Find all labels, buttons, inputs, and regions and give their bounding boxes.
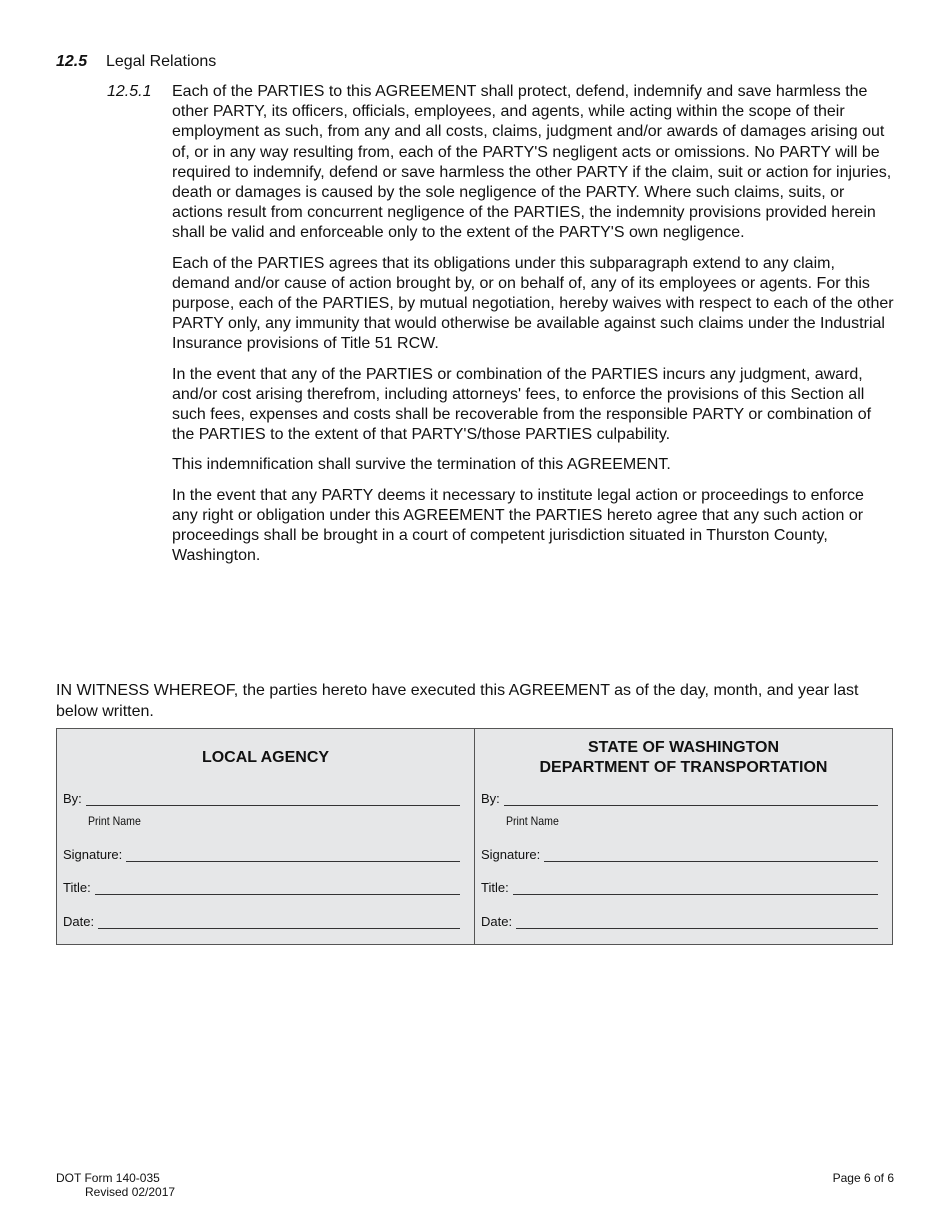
page-number: Page 6 of 6 xyxy=(832,1171,894,1185)
wsdot-heading xyxy=(475,729,892,787)
date-line[interactable] xyxy=(98,914,460,929)
date-label: Date: xyxy=(481,914,513,929)
footer-form-info xyxy=(56,1171,175,1199)
local-title-field[interactable] xyxy=(63,880,460,895)
title-line[interactable] xyxy=(513,880,878,895)
form-number: DOT Form 140-035 xyxy=(56,1171,160,1185)
revision-date: Revised 02/2017 xyxy=(85,1185,176,1199)
local-agency-heading xyxy=(57,729,474,787)
section-heading xyxy=(56,52,216,72)
wsdot-title-line1: STATE OF WASHINGTON xyxy=(587,739,780,756)
section-number: 12.5 xyxy=(56,53,88,70)
title-line[interactable] xyxy=(95,880,460,895)
paragraph-judgment: In the event that any of the PARTIES or combination of the PARTIES incurs any judgment, award, and/or cost arising therefrom, including attorneys' fees, to enforce the provisions of this Section all such fees, expenses and costs shall be recoverable from the responsible PARTY or combination of the PARTIES to the extent of that PARTY'S/those PARTIES culpability. xyxy=(172,365,872,444)
by-label: By: xyxy=(481,791,500,806)
title-label: Title: xyxy=(63,880,91,895)
wsdot-title-line2: DEPARTMENT OF TRANSPORTATION xyxy=(539,759,828,776)
subsection-body xyxy=(172,82,894,576)
witness-statement: IN WITNESS WHEREOF, the parties hereto have executed this AGREEMENT as of the day, month, and year last below written. xyxy=(56,682,859,720)
wsdot-signature-field[interactable] xyxy=(481,847,878,862)
local-date-field[interactable] xyxy=(63,914,460,929)
print-name-label: Print Name xyxy=(506,814,559,828)
local-agency-column xyxy=(57,729,475,944)
by-label: By: xyxy=(63,791,82,806)
wsdot-date-field[interactable] xyxy=(481,914,878,929)
paragraph-obligations: Each of the PARTIES agrees that its obligations under this subparagraph extend to any claim, demand and/or cause of action brought by, or on behalf of, any of its employees or agents. For this purpose, each of the PARTIES, by mutual negotiation, hereby waives with respect to each of the other PARTY only, any immunity that would otherwise be available against such claims under the Industrial Insurance provisions of Title 51 RCW. xyxy=(172,254,894,353)
paragraph-indemnify: Each of the PARTIES to this AGREEMENT shall protect, defend, indemnify and save harmless the other PARTY, its officers, officials, employees, and agents, while acting within the scope of their employment as such, from any and all costs, claims, judgment and/or awards of damages arising out of, or in any way resulting from, each of the PARTY'S negligent acts or omissions. No PARTY will be required to indemnify, defend or save harmless the other PARTY if the claim, suit or action for injuries, death or damages is caused by the sole negligence of the PARTY. Where such claims, suits, or actions result from concurrent negligence of the PARTIES, the indemnity provisions provided herein shall be valid and enforceable only to the extent of the PARTY'S own negligence. xyxy=(172,83,892,242)
signature-table xyxy=(56,728,893,945)
local-signature-field[interactable] xyxy=(63,847,460,862)
subsection-number: 12.5.1 xyxy=(107,83,152,100)
signature-label: Signature: xyxy=(63,847,123,862)
wsdot-by-field[interactable] xyxy=(481,791,878,806)
signature-line[interactable] xyxy=(126,847,460,862)
signature-label: Signature: xyxy=(481,847,541,862)
signature-line[interactable] xyxy=(544,847,878,862)
local-by-field[interactable] xyxy=(63,791,460,806)
date-label: Date: xyxy=(63,914,95,929)
paragraph-survival: This indemnification shall survive the termination of this AGREEMENT. xyxy=(172,456,671,474)
local-agency-title: LOCAL AGENCY xyxy=(201,749,330,766)
by-line[interactable] xyxy=(504,791,878,806)
wsdot-column xyxy=(475,729,892,944)
title-label: Title: xyxy=(481,880,509,895)
paragraph-jurisdiction: In the event that any PARTY deems it necessary to institute legal action or proceedings to enforce any right or obligation under this AGREEMENT the PARTIES hereto agree that any such action or proceedings shall be brought in a court of competent jurisdiction situated in Thurston County, Washington. xyxy=(172,486,864,565)
date-line[interactable] xyxy=(516,914,878,929)
section-title: Legal Relations xyxy=(106,53,217,70)
print-name-label: Print Name xyxy=(88,814,141,828)
by-line[interactable] xyxy=(86,791,460,806)
wsdot-title-field[interactable] xyxy=(481,880,878,895)
